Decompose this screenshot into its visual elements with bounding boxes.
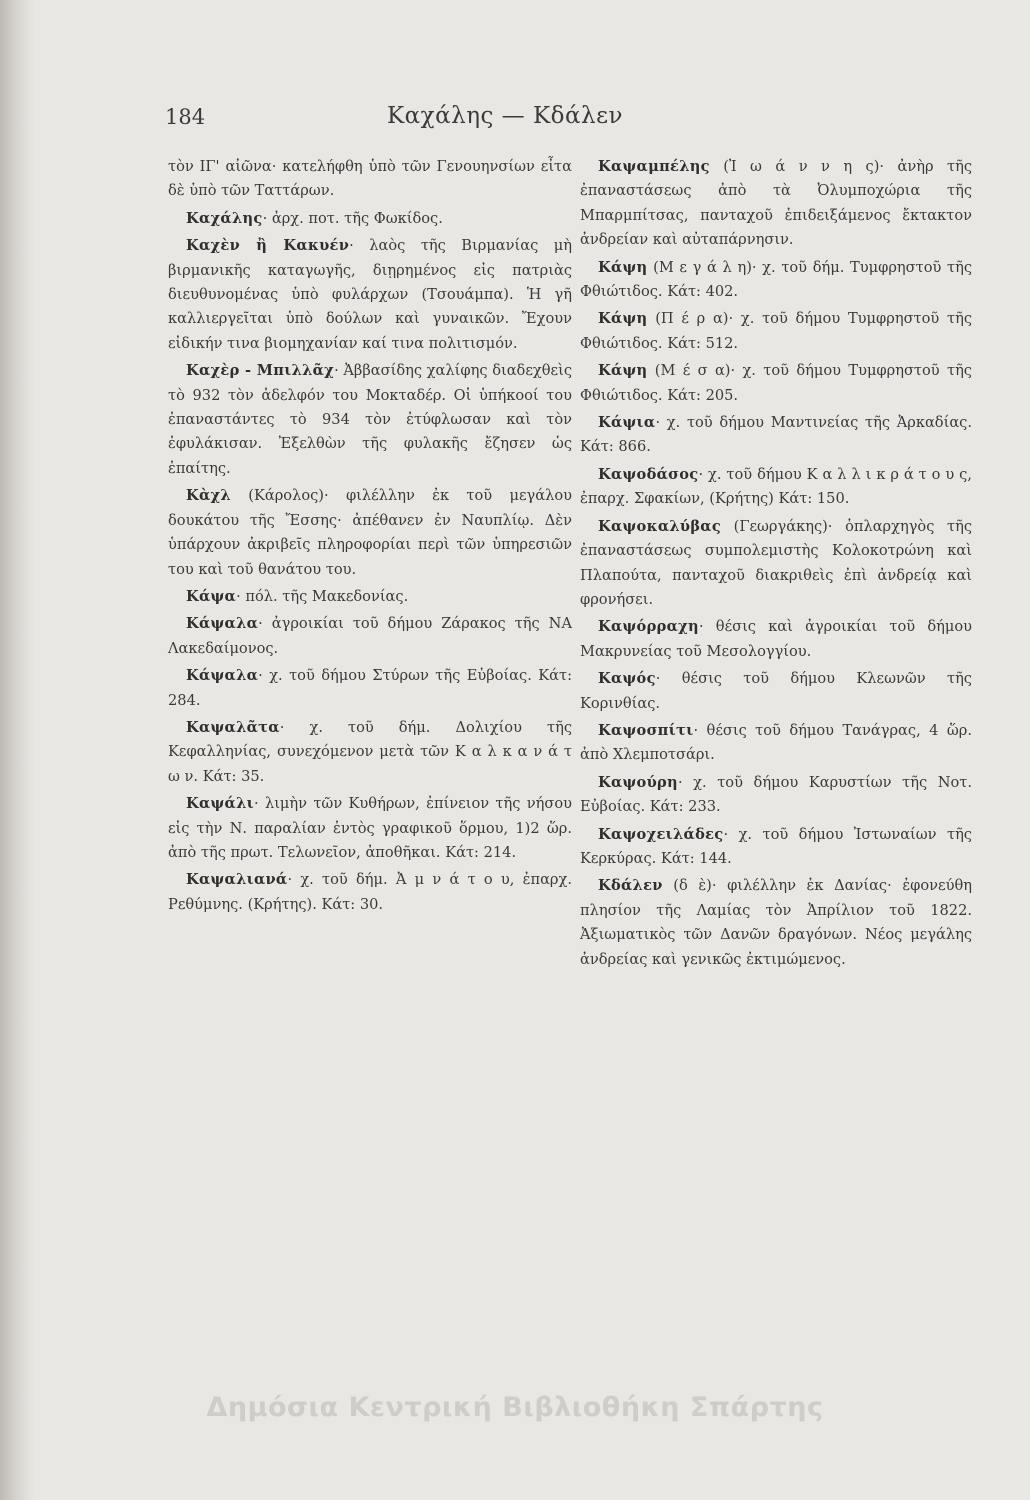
entry-text: · χ. τοῦ δήμ. Δολιχίου τῆς Κεφαλληνίας, συνεχόμενον μετὰ τῶν Κ α λ κ α ν ά τ ω ν. Κάτ: 35. <box>168 718 572 785</box>
entry-text: · χ. τοῦ δήμου Μαντινείας τῆς Ἀρκαδίας. Κάτ: 866. <box>580 414 972 456</box>
dictionary-entry <box>168 484 572 582</box>
entry-text: (δ ὲ)· φιλέλλην ἐκ Δανίας· ἐφονεύθη πλησίον τῆς Λαμίας τὸν Ἀπρίλιον τοῦ 1822. Ἀξιωματικὸς τῶν Δανῶν δραγόνων. Νέος μεγάλης ἀνδρείας καὶ γενικῶς ἐκτιμώμενος. <box>580 877 972 968</box>
dictionary-entry <box>580 719 972 768</box>
entry-text: · λαὸς τῆς Βιρμανίας μὴ βιρμανικῆς καταγωγῆς, διῃρημένος εἰς πατριὰς διευθυνομένας ὑπὸ φυλάρχων (Τσουάμπα). Ἡ γῆ καλλιεργεῖται ὑπὸ δούλων καὶ γυναικῶν. Ἔχουν εἰδικήν τινα βιομηχανίαν καί τινα πολιτισμόν. <box>168 237 572 352</box>
entry-text: · χ. τοῦ δήμου Ἰστωναίων τῆς Κερκύρας. Κάτ: 144. <box>580 825 972 867</box>
entry-lemma: Καχὲρ - Μπιλλᾶχ <box>186 362 335 380</box>
dictionary-entry <box>580 615 972 664</box>
dictionary-entry <box>168 207 572 231</box>
dictionary-entry <box>168 155 572 204</box>
entry-text: (Μ ε γ ά λ η)· χ. τοῦ δήμ. Τυμφρηστοῦ τῆς Φθιώτιδος. Κάτ: 402. <box>580 258 972 301</box>
library-watermark: Δημόσια Κεντρική Βιβλιοθήκη Σπάρτης <box>206 1392 824 1423</box>
entry-lemma: Καψόρραχη <box>598 618 699 636</box>
entry-text: · θέσις καὶ ἀγροικίαι τοῦ δήμου Μακρυνείας τοῦ Μεσολογγίου. <box>580 618 972 660</box>
entry-text: · Ἀββασίδης χαλίφης διαδεχθεὶς τὸ 932 τὸν ἀδελφόν του Μοκταδέρ. Οἱ ὑπήκοοί του ἐπαναστάντες τὸ 934 τὸν ἐτύφλωσαν καὶ τὸν ἐφυλάκισαν. Ἐξελθὼν τῆς φυλακῆς ἔζησεν ὡς ἐπαίτης. <box>168 362 572 477</box>
entry-text: · χ. τοῦ δήμ. Ἀ μ ν ά τ ο υ, ἐπαρχ. Ρεθύμνης. (Κρήτης). Κάτ: 30. <box>168 871 572 913</box>
running-head: Καχάλης — Κδάλεν <box>386 103 624 129</box>
entry-lemma: Κάψαλα <box>186 667 259 685</box>
entry-text: (Π έ ρ α)· χ. τοῦ δήμου Τυμφρηστοῦ τῆς Φθιώτιδος. Κάτ: 512. <box>580 310 972 352</box>
page-number: 184 <box>165 105 206 129</box>
entry-text: · χ. τοῦ δήμου Κ α λ λ ι κ ρ ά τ ο υ ς, ἐπαρχ. Σφακίων, (Κρήτης) Κάτ: 150. <box>580 465 972 508</box>
entry-text: · θέσις τοῦ δήμου Τανάγρας, 4 ὥρ. ἀπὸ Χλεμποτσάρι. <box>580 721 972 764</box>
dictionary-entry <box>580 155 972 253</box>
entry-lemma: Καψοσπίτι <box>598 721 694 739</box>
right-column <box>580 155 972 975</box>
entry-lemma: Κάψη <box>598 310 648 328</box>
entry-text: (Ἰ ω ά ν ν η ς)· ἀνὴρ τῆς ἐπαναστάσεως ἀπὸ τὰ Ὀλυμποχώρια τῆς Μπαρμπίτσας, πανταχοῦ ἐπιδειξάμενος ἔκτακτον ἀνδρείαν καὶ αὐταπάρνησιν. <box>580 158 972 249</box>
left-column <box>168 155 572 920</box>
entry-text: τὸν ΙΓ' αἰῶνα· κατελήφθη ὑπὸ τῶν Γενουηνσίων εἶτα δὲ ὑπὸ τῶν Ταττάρων. <box>168 158 572 200</box>
dictionary-entry <box>580 667 972 716</box>
entry-lemma: Καψαλιανά <box>186 871 288 889</box>
entry-lemma: Καψάλι <box>186 795 254 813</box>
entry-lemma: Καψούρη <box>598 773 678 791</box>
entry-lemma: Κάψη <box>598 258 648 276</box>
entry-text: · ἀρχ. ποτ. τῆς Φωκίδος. <box>262 209 443 227</box>
entry-lemma: Καψός <box>598 670 656 688</box>
entry-lemma: Καχὲν ἢ Κακυέν <box>186 237 350 255</box>
entry-text: · χ. τοῦ δήμου Στύρων τῆς Εὐβοίας. Κάτ: 284. <box>168 667 572 709</box>
entry-text: · πόλ. τῆς Μακεδονίας. <box>236 587 409 605</box>
dictionary-entry <box>168 716 572 789</box>
entry-lemma: Καχάλης <box>186 209 263 227</box>
entry-lemma: Κάψαλα <box>186 615 259 633</box>
dictionary-entry <box>168 612 572 661</box>
dictionary-entry <box>580 359 972 408</box>
entry-lemma: Κάψα <box>186 587 237 605</box>
entry-text: · λιμὴν τῶν Κυθήρων, ἐπίνειον τῆς νήσου εἰς τὴν Ν. παραλίαν ἐντὸς γραφικοῦ ὅρμου, 1)2 ὥρ. ἀπὸ τῆς πρωτ. Τελωνεῖον, ἀποθῆκαι. Κάτ: 214. <box>168 795 572 861</box>
entry-text: (Μ έ σ α)· χ. τοῦ δήμου Τυμφρηστοῦ τῆς Φθιώτιδος. Κάτ: 205. <box>580 362 972 404</box>
dictionary-entry <box>168 664 572 713</box>
dictionary-entry <box>580 256 972 305</box>
entry-text: · ἀγροικίαι τοῦ δήμου Ζάρακος τῆς ΝΑ Λακεδαίμονος. <box>168 615 572 657</box>
entry-lemma: Κὰχλ <box>186 487 231 505</box>
dictionary-entry <box>580 771 972 820</box>
entry-lemma: Καψοδάσος <box>598 465 699 483</box>
dictionary-entry <box>580 515 972 613</box>
entry-text: (Κάρολος)· φιλέλλην ἐκ τοῦ μεγάλου δουκάτου τῆς Ἔσσης· ἀπέθανεν ἐν Ναυπλίῳ. Δὲν ὑπάρχουν ἀκριβεῖς πληροφορίαι περὶ τῶν ὑπηρεσιῶν του καὶ τοῦ θανάτου του. <box>168 487 572 578</box>
dictionary-entry <box>580 307 972 356</box>
dictionary-entry <box>168 792 572 865</box>
entry-text: · θέσις τοῦ δήμου Κλεωνῶν τῆς Κορινθίας. <box>580 670 972 712</box>
dictionary-entry <box>168 868 572 917</box>
entry-lemma: Κάψη <box>598 362 648 380</box>
book-spine-shadow <box>0 0 34 1500</box>
entry-lemma: Καψοχειλάδες <box>598 825 724 843</box>
dictionary-entry <box>168 585 572 609</box>
entry-text: (Γεωργάκης)· ὁπλαρχηγὸς τῆς ἐπαναστάσεως συμπολεμιστὴς Κολοκοτρώνη καὶ Πλαπούτα, πανταχοῦ διακριθεὶς ἐπὶ ἀνδρείᾳ καὶ φρονήσει. <box>580 517 972 608</box>
entry-lemma: Καψοκαλύβας <box>598 517 722 535</box>
entry-lemma: Καψαμπέλης <box>598 158 710 175</box>
entry-lemma: Καψαλᾶτα <box>186 718 280 736</box>
dictionary-entry <box>580 874 972 972</box>
dictionary-entry <box>580 823 972 872</box>
dictionary-entry <box>580 463 972 512</box>
entry-lemma: Κάψια <box>598 414 656 432</box>
dictionary-entry <box>168 234 572 356</box>
entry-lemma: Κδάλεν <box>598 877 663 895</box>
entry-text: · χ. τοῦ δήμου Καρυστίων τῆς Νοτ. Εὐβοίας. Κάτ: 233. <box>580 773 972 816</box>
dictionary-entry <box>168 359 572 481</box>
dictionary-entry <box>580 411 972 460</box>
